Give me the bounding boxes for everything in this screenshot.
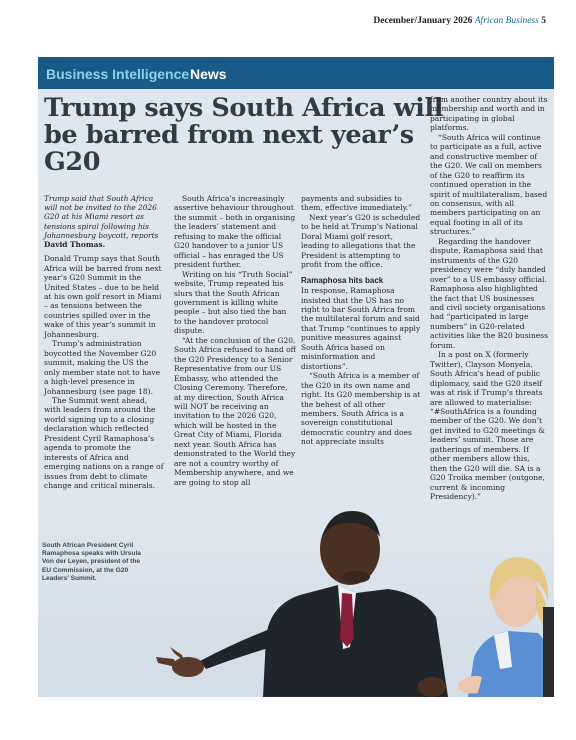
issue-date: December/January 2026 xyxy=(373,16,473,26)
magazine-name: African Business xyxy=(474,16,539,26)
column-3 xyxy=(301,194,422,447)
column-4 xyxy=(430,95,548,501)
paragraph-3: The Summit went ahead, with leaders from around the world signing up to a closing declaration which reflected President Cyril Ramaphosa’s agenda to promote the interests of Africa and emerging nations on a range of issues from debt to climate change and critical minerals. xyxy=(44,396,164,491)
paragraph-14: In a post on X (formerly Twitter), Clayson Monyela, South Africa’s head of public diplomacy, said the G20 itself was at risk if Trump’s threats are allowed to materialise: “#SouthAfrica is a founding member of the G20. We don’t get invited to G20 meetings & leaders’ summit. Those are gatherings of members. If other members allow this, then the G20 will die. SA is a G20 Troika member (outgone, current & incoming Presidency).” xyxy=(430,350,545,502)
byline: David Thomas. xyxy=(44,240,106,250)
paragraph-1: Donald Trump says that South Africa will be barred from next year’s G20 Summit in the United States – due to be held at his own golf resort in Miami – as tensions between the countries spilled over in the wake of this year’s summit in Johannesburg. xyxy=(44,254,162,339)
paragraph-12: “South Africa will continue to participate as a full, active and constructive member of the G20. We call on members of the G20 to reaffirm its continued operation in the spirit of multilateralism, based on consensus, with all members participating on an equal footing in all of its structures.” xyxy=(430,132,548,237)
subhead: Ramaphosa hits back xyxy=(301,275,384,285)
article-panel xyxy=(38,57,554,697)
standfirst xyxy=(44,194,164,249)
paragraph-8: Next year’s G20 is scheduled to be held at Trump’s National Doral Miami golf resort, leading to allegations that the President is attempting to profit from the office. xyxy=(301,212,421,270)
paragraph-13: Regarding the handover dispute, Ramaphosa said that instruments of the G20 presidency were “duly handed over” to a US embassy official. Ramaphosa also highlighted the fact that US businesses and civil society organisations had “participated in large numbers” in G20-related activities like the B20 business forum. xyxy=(430,236,548,350)
paragraph-6: “At the conclusion of the G20, South Africa refused to hand off the G20 Presidency to a Senior Representative from our US Embassy, who attended the Closing Ceremony. Therefore, at my direction, South Africa will NOT be receiving an invitation to the 2026 G20, which will be hosted in the Great City of Miami, Florida next year. South Africa has demonstrated to the World they are not a country worthy of Membership anywhere, and we are going to stop all xyxy=(174,335,296,487)
headline: Trump says South Africa will be barred from next year’s G20 xyxy=(44,93,444,177)
paragraph-5: Writing on his “Truth Social” website, Trump repeated his slurs that the South African government is killing white people – but also tied the ban to the handover protocol dispute. xyxy=(174,269,293,336)
paragraph-2: Trump’s administration boycotted the November G20 summit, making the US the only member state not to have a high-level presence in Johannesburg (see page 18). xyxy=(44,339,161,396)
section-label: Business Intelligence xyxy=(46,66,190,82)
paragraph-7: payments and subsidies to them, effective immediately.” xyxy=(301,194,413,213)
paragraph-9: In response, Ramaphosa insisted that the US has no right to bar South Africa from the multilateral forum and said that Trump “continues to apply punitive measures against South Africa based on misinformation and distortions”. xyxy=(301,286,421,371)
standfirst-text: Trump said that South Africa will not be invited to the 2026 G20 at his Miami resort as tensions spiral following his Johannesburg boycott, reports xyxy=(44,194,159,240)
column-2 xyxy=(174,194,296,487)
paragraph-4: South Africa’s increasingly assertive behaviour throughout the summit – both in organising the leaders’ statement and refusing to make the official G20 handover to a junior US official – has enraged the US president further. xyxy=(174,194,296,270)
page-number: 5 xyxy=(541,16,546,26)
photo-caption: South African President Cyril Ramaphosa speaks with Ursula Von der Leyen, president of the EU Commission, at the G20 Leaders’ Summit. xyxy=(42,542,141,582)
section-bar xyxy=(38,57,554,89)
section-sub-label: News xyxy=(190,66,227,82)
paragraph-11: from another country about its membership and worth and in participating in global platforms. xyxy=(430,95,548,133)
paragraph-10: “South Africa is a member of the G20 in its own name and right. Its G20 membership is at the behest of all other members. South Africa is a sovereign constitutional democratic country and does not appreciate insults xyxy=(301,371,421,447)
column-1 xyxy=(44,194,164,491)
leaders-photo xyxy=(38,497,554,697)
running-head xyxy=(373,16,546,26)
